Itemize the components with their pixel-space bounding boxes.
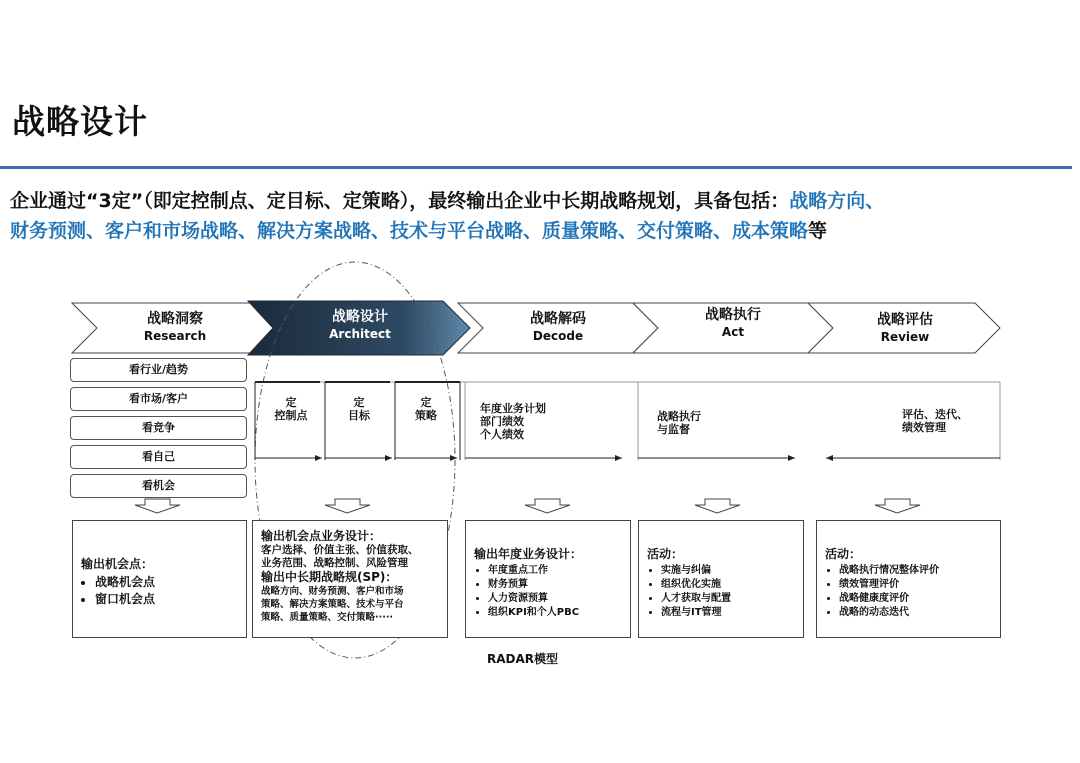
- output-item: • 战略健康度评价: [839, 592, 1000, 606]
- output-heading: 输出机会点：: [81, 557, 154, 571]
- output-item: • 年度重点工作: [488, 564, 630, 578]
- output-heading: 活动：: [825, 547, 862, 561]
- act-description: [657, 410, 701, 436]
- down-arrow-architect: [325, 499, 370, 513]
- review-line: 绩效管理: [902, 421, 946, 434]
- stage-en: Act: [721, 325, 745, 339]
- intro-highlight: 战略方向、: [789, 190, 885, 212]
- output-heading: 输出机会点业务设计：: [261, 529, 382, 543]
- output-act: [638, 520, 804, 638]
- output-item: • 实施与纠偏: [661, 564, 803, 578]
- stage-en: Research: [143, 329, 207, 343]
- stage-zh: 战略执行: [705, 307, 761, 323]
- stage-architect-label: [285, 308, 435, 342]
- research-item: 看机会: [70, 474, 247, 498]
- down-arrow-act: [695, 499, 740, 513]
- output-item: • 窗口机会点: [95, 591, 246, 608]
- output-line: 策略、质量策略、交付策略·····: [261, 612, 394, 623]
- step-bottom: 策略: [415, 409, 437, 422]
- research-item: 看自己: [70, 445, 247, 469]
- output-item: • 流程与IT管理: [661, 606, 803, 620]
- step-top: 定: [285, 396, 297, 409]
- research-item: 看竞争: [70, 416, 247, 440]
- intro-text: 企业通过“3定”（即定控制点、定目标、定策略），最终输出企业中长期战略规划，具备包括：: [10, 190, 790, 212]
- diagram-caption: RADAR模型: [487, 652, 559, 666]
- intro-highlight: 财务预测、客户和市场战略、解决方案战略、技术与平台战略、质量策略、交付策略、成本策略: [10, 220, 809, 242]
- act-line: 与监督: [657, 423, 690, 436]
- output-heading: 输出年度业务设计：: [474, 547, 583, 561]
- output-review: [816, 520, 1001, 638]
- stage-en: Architect: [329, 327, 391, 341]
- intro-text: 等: [808, 220, 828, 242]
- output-item: • 组织优化实施: [661, 578, 803, 592]
- stage-act-label: [658, 306, 808, 340]
- stage-zh: 战略设计: [332, 309, 388, 325]
- output-item: • 人才获取与配置: [661, 592, 803, 606]
- architect-step-strategy: [403, 396, 449, 422]
- output-item: • 财务预算: [488, 578, 630, 592]
- step-bottom: 控制点: [274, 409, 308, 422]
- stage-zh: 战略洞察: [147, 311, 203, 327]
- act-line: 战略执行: [657, 410, 701, 423]
- decode-description: [480, 402, 546, 441]
- output-item: • 绩效管理评价: [839, 578, 1000, 592]
- output-line: 战略方向、财务预测、客户和市场: [261, 586, 404, 597]
- output-item: • 人力资源预算: [488, 592, 630, 606]
- output-item: • 战略的动态迭代: [839, 606, 1000, 620]
- decode-line: 年度业务计划: [480, 402, 546, 415]
- step-bottom: 目标: [348, 409, 370, 422]
- stage-decode-label: [483, 310, 633, 344]
- step-top: 定: [420, 396, 432, 409]
- output-decode: [465, 520, 631, 638]
- research-item: 看行业/趋势: [70, 358, 247, 382]
- stage-zh: 战略解码: [530, 311, 586, 327]
- down-arrow-decode: [525, 499, 570, 513]
- output-heading: 输出中长期战略规(SP)：: [261, 570, 398, 584]
- output-item: • 组织KPI和个人PBC: [488, 606, 630, 620]
- architect-step-target: [336, 396, 382, 422]
- page-title: 战略设计: [12, 102, 148, 141]
- stage-zh: 战略评估: [877, 312, 933, 328]
- review-line: 评估、迭代、: [902, 408, 968, 421]
- stage-review-label: [830, 311, 980, 345]
- output-architect: [252, 520, 448, 638]
- review-description: [902, 408, 968, 434]
- output-item: • 战略机会点: [95, 574, 246, 591]
- stage-en: Decode: [532, 329, 584, 343]
- step-top: 定: [353, 396, 365, 409]
- research-item: 看市场/客户: [70, 387, 247, 411]
- output-line: 业务范围、战略控制、风险管理: [261, 557, 408, 569]
- decode-line: 部门绩效: [480, 415, 524, 428]
- decode-line: 个人绩效: [480, 428, 524, 441]
- down-arrow-review: [875, 499, 920, 513]
- output-heading: 活动：: [647, 547, 684, 561]
- output-line: 策略、解决方案策略、技术与平台: [261, 599, 404, 610]
- output-line: 客户选择、价值主张、价值获取、: [261, 544, 419, 556]
- stage-research-label: [100, 310, 250, 344]
- output-item: • 战略执行情况整体评价: [839, 564, 1000, 578]
- stage-en: Review: [880, 330, 930, 344]
- architect-step-control: [268, 396, 314, 422]
- down-arrow-research: [135, 499, 180, 513]
- output-research: [72, 520, 247, 638]
